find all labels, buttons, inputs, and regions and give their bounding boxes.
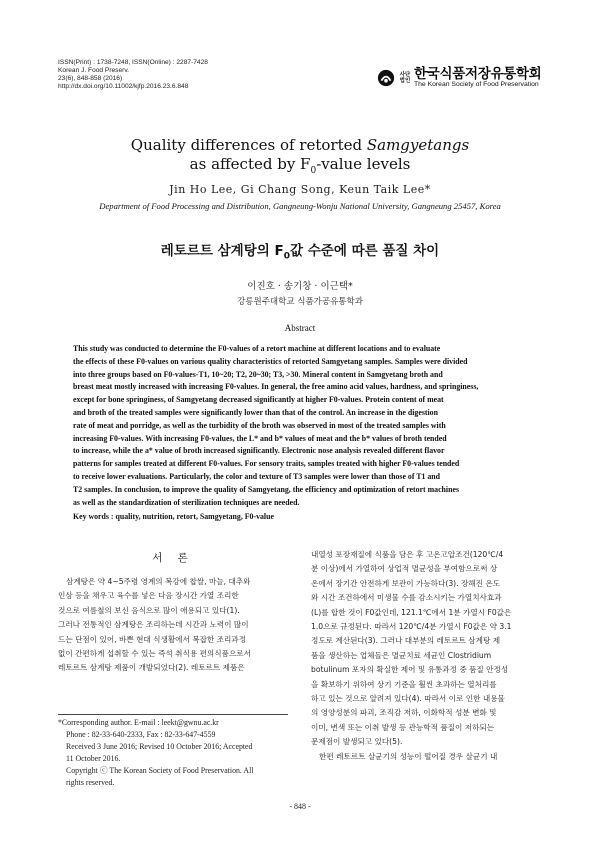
abstract-line: as well as the standardization of sterilization techniques are needed. xyxy=(73,497,300,507)
society-logo-block xyxy=(377,66,541,89)
received-dates-cont: 11 October 2016. xyxy=(66,754,121,763)
society-logo-icon xyxy=(377,69,395,87)
body-line: 그러나 전통적인 삼계탕은 조리하는데 시간과 노력이 많이 xyxy=(58,620,249,630)
abstract-body xyxy=(73,343,529,509)
abstract-heading: Abstract xyxy=(284,323,316,333)
body-right-column xyxy=(311,548,541,764)
affiliation-korean: 강릉원주대학교 식품가공유통학과 xyxy=(237,297,363,307)
abstract-line: and broth of the treated samples were significantly lower than that of the control. An increase in the digestion xyxy=(73,407,438,417)
abstract-line: T2 samples. In conclusion, to improve the quality of Samgyetang, the efficiency and optimization of retort machines xyxy=(73,484,459,494)
journal-metadata xyxy=(58,59,208,91)
keywords-label: Key words : xyxy=(73,512,116,521)
issn-line: ISSN(Print) : 1738-7248, ISSN(Online) : 2287-7428 xyxy=(58,59,208,66)
volume-pages: 23(6), 848-858 (2016) xyxy=(58,75,123,82)
abstract-line: into three groups based on F0-values-T1, 10~20; T2, 20~30; T3, >30. Mineral content in Samgyetang broth and xyxy=(73,369,443,379)
keywords-list: quality, nutrition, retort, Samgyetang, F0-value xyxy=(115,512,274,521)
abstract-line: increasing F0-values. With increasing F0-values, the L* and b* values of meat and the b* values of broth tended xyxy=(73,433,447,443)
journal-name: Korean J. Food Preserv. xyxy=(58,67,129,74)
paper-title-english: Quality differences of retorted Samgyetangs as affected by $F_0$-value levels xyxy=(130,136,470,176)
keywords-line xyxy=(73,512,274,521)
affiliation-english: Department of Food Processing and Distribution, Gangneung-Wonju National University, Gangneung 25457, Korea xyxy=(99,201,501,211)
footnote-divider xyxy=(58,714,288,715)
body-line: 하고 있는 것으로 알려져 있다(4). 따라서 이로 인한 내용물 xyxy=(311,694,505,704)
abstract-line: patterns for samples treated at different F0-values. For sensory traits, samples treated with higher F0-values tended xyxy=(73,459,460,469)
body-line: 드는 단점이 있어, 바쁜 현대 식생활에서 복잡한 조리과정 xyxy=(58,634,247,644)
copyright-cont: rights reserved. xyxy=(66,778,115,787)
body-line: 문제점이 발생되고 있다(5). xyxy=(311,737,403,747)
body-line: botulinum 포자의 확실한 제어 및 유통과정 중 품질 안정성 xyxy=(311,665,509,675)
paper-title-korean: 레토르트 삼계탕의 $F_0$값 수준에 따른 품질 차이 xyxy=(160,243,440,262)
body-left-column xyxy=(58,548,288,676)
body-line: 1.0으로 규정된다. 따라서 120℃/4분 가열시 F0값은 약 3.1 xyxy=(311,622,512,632)
received-dates: Received 3 June 2016; Revised 10 October 2016; Accepted xyxy=(66,742,253,751)
abstract-line: the effects of these F0-values on various quality characteristics of retorted Samgyetang samples. Samples were divided xyxy=(73,356,468,366)
body-line: 한편 레토르트 살균기의 성능이 떨어질 경우 살균기 내 xyxy=(319,751,498,761)
body-line: 의 영양성분의 파괴, 조직감 저하, 이화학적 성분 변화 및 xyxy=(311,708,497,718)
body-line: 와 시간 조건하에서 미생물 수를 감소시키는 가열치사효과 xyxy=(311,593,502,603)
body-line: 없이 간편하게 섭취할 수 있는 즉석 취식용 편의식품으로서 xyxy=(58,649,251,659)
authors-english: Jin Ho Lee, Gi Chang Song, Keun Taik Lee* xyxy=(169,183,431,196)
abstract-line: This study was conducted to determine the F0-values of a retort machine at different locations and to evaluate xyxy=(73,344,441,353)
body-line: 정도로 계산된다(3). 그러나 대부분의 레토르트 삼계탕 제 xyxy=(311,636,501,646)
authors-korean: 이진호 · 송기창 · 이근택* xyxy=(247,281,353,292)
abstract-line: except for bone springiness, of Samgyetang decreased significantly at higher F0-values. Protein content of meat xyxy=(73,395,444,405)
body-line: 품을 생산하는 업체들은 멸균치료 세균인 Clostridium xyxy=(311,650,492,660)
copyright: Copyright ⓒ The Korean Society of Food Preservation. All xyxy=(66,766,254,775)
doi-link[interactable]: http://dx.doi.org/10.11002/kjfp.2016.23.6.848 xyxy=(58,83,189,90)
society-name-korean: 한국식품저장유통학회 xyxy=(414,66,542,81)
body-line: 분 이상)에서 가열하여 상업적 멸균성을 부여함으로써 상 xyxy=(311,564,498,574)
abstract-line: rate of meat and porridge, as well as the turbidity of the broth was observed in most of the treated samples with xyxy=(73,420,446,430)
body-line: 내열성 포장재질에 식품을 담은 후 고온고압조건(120℃/4 xyxy=(311,550,504,559)
body-line: 삼계탕은 약 4~5주령 영계의 복강에 찹쌀, 마늘, 대추와 xyxy=(66,577,251,586)
abstract-line: to increase, while the a* value of broth increased significantly. Electronic nose analysis revealed different flavor xyxy=(73,446,445,456)
contact-phone: Phone : 82-33-640-2333, Fax : 82-33-647-4559 xyxy=(66,730,216,739)
body-line: 이미, 변색 또는 이취 발생 등 관능학적 품질이 저하되는 xyxy=(311,722,495,732)
body-line: 것으로 여름철의 보신 음식으로 많이 애용되고 있다(1). xyxy=(58,605,240,615)
section-title-introduction: 서 론 xyxy=(152,552,194,564)
society-name-english: The Korean Society of Food Preservation xyxy=(414,81,539,88)
corresponding-author: *Corresponding author. E-mail : leekt@gwnu.ac.kr xyxy=(58,718,219,727)
society-badge: 사단법인 xyxy=(399,71,411,84)
body-line: 인삼 등을 채우고 육수를 넣은 다음 장시간 가열 조리한 xyxy=(58,591,239,601)
page-number: - 848 - xyxy=(289,802,311,811)
body-line: (L)를 합한 것이 F0값인데, 121.1℃에서 1분 가열시 F0값은 xyxy=(311,607,512,617)
abstract-line: breast meat mostly increased with increasing F0-values. In general, the free amino acid values, hardness, and springiness, xyxy=(73,382,479,392)
footnote-block xyxy=(58,717,290,789)
abstract-line: to receive lower evaluations. Particularly, the color and texture of T3 samples were lower than those of T1 and xyxy=(73,471,441,481)
body-line: 을 확보하기 위하여 상기 기준을 훨씬 초과하는 열처리를 xyxy=(311,679,497,689)
body-line: 레토르트 삼계탕 제품이 개발되었다(2). 레토르트 제품은 xyxy=(58,663,245,673)
body-line: 온에서 장기간 안전하게 보관이 가능하다(3). 장해진 온도 xyxy=(311,578,501,588)
